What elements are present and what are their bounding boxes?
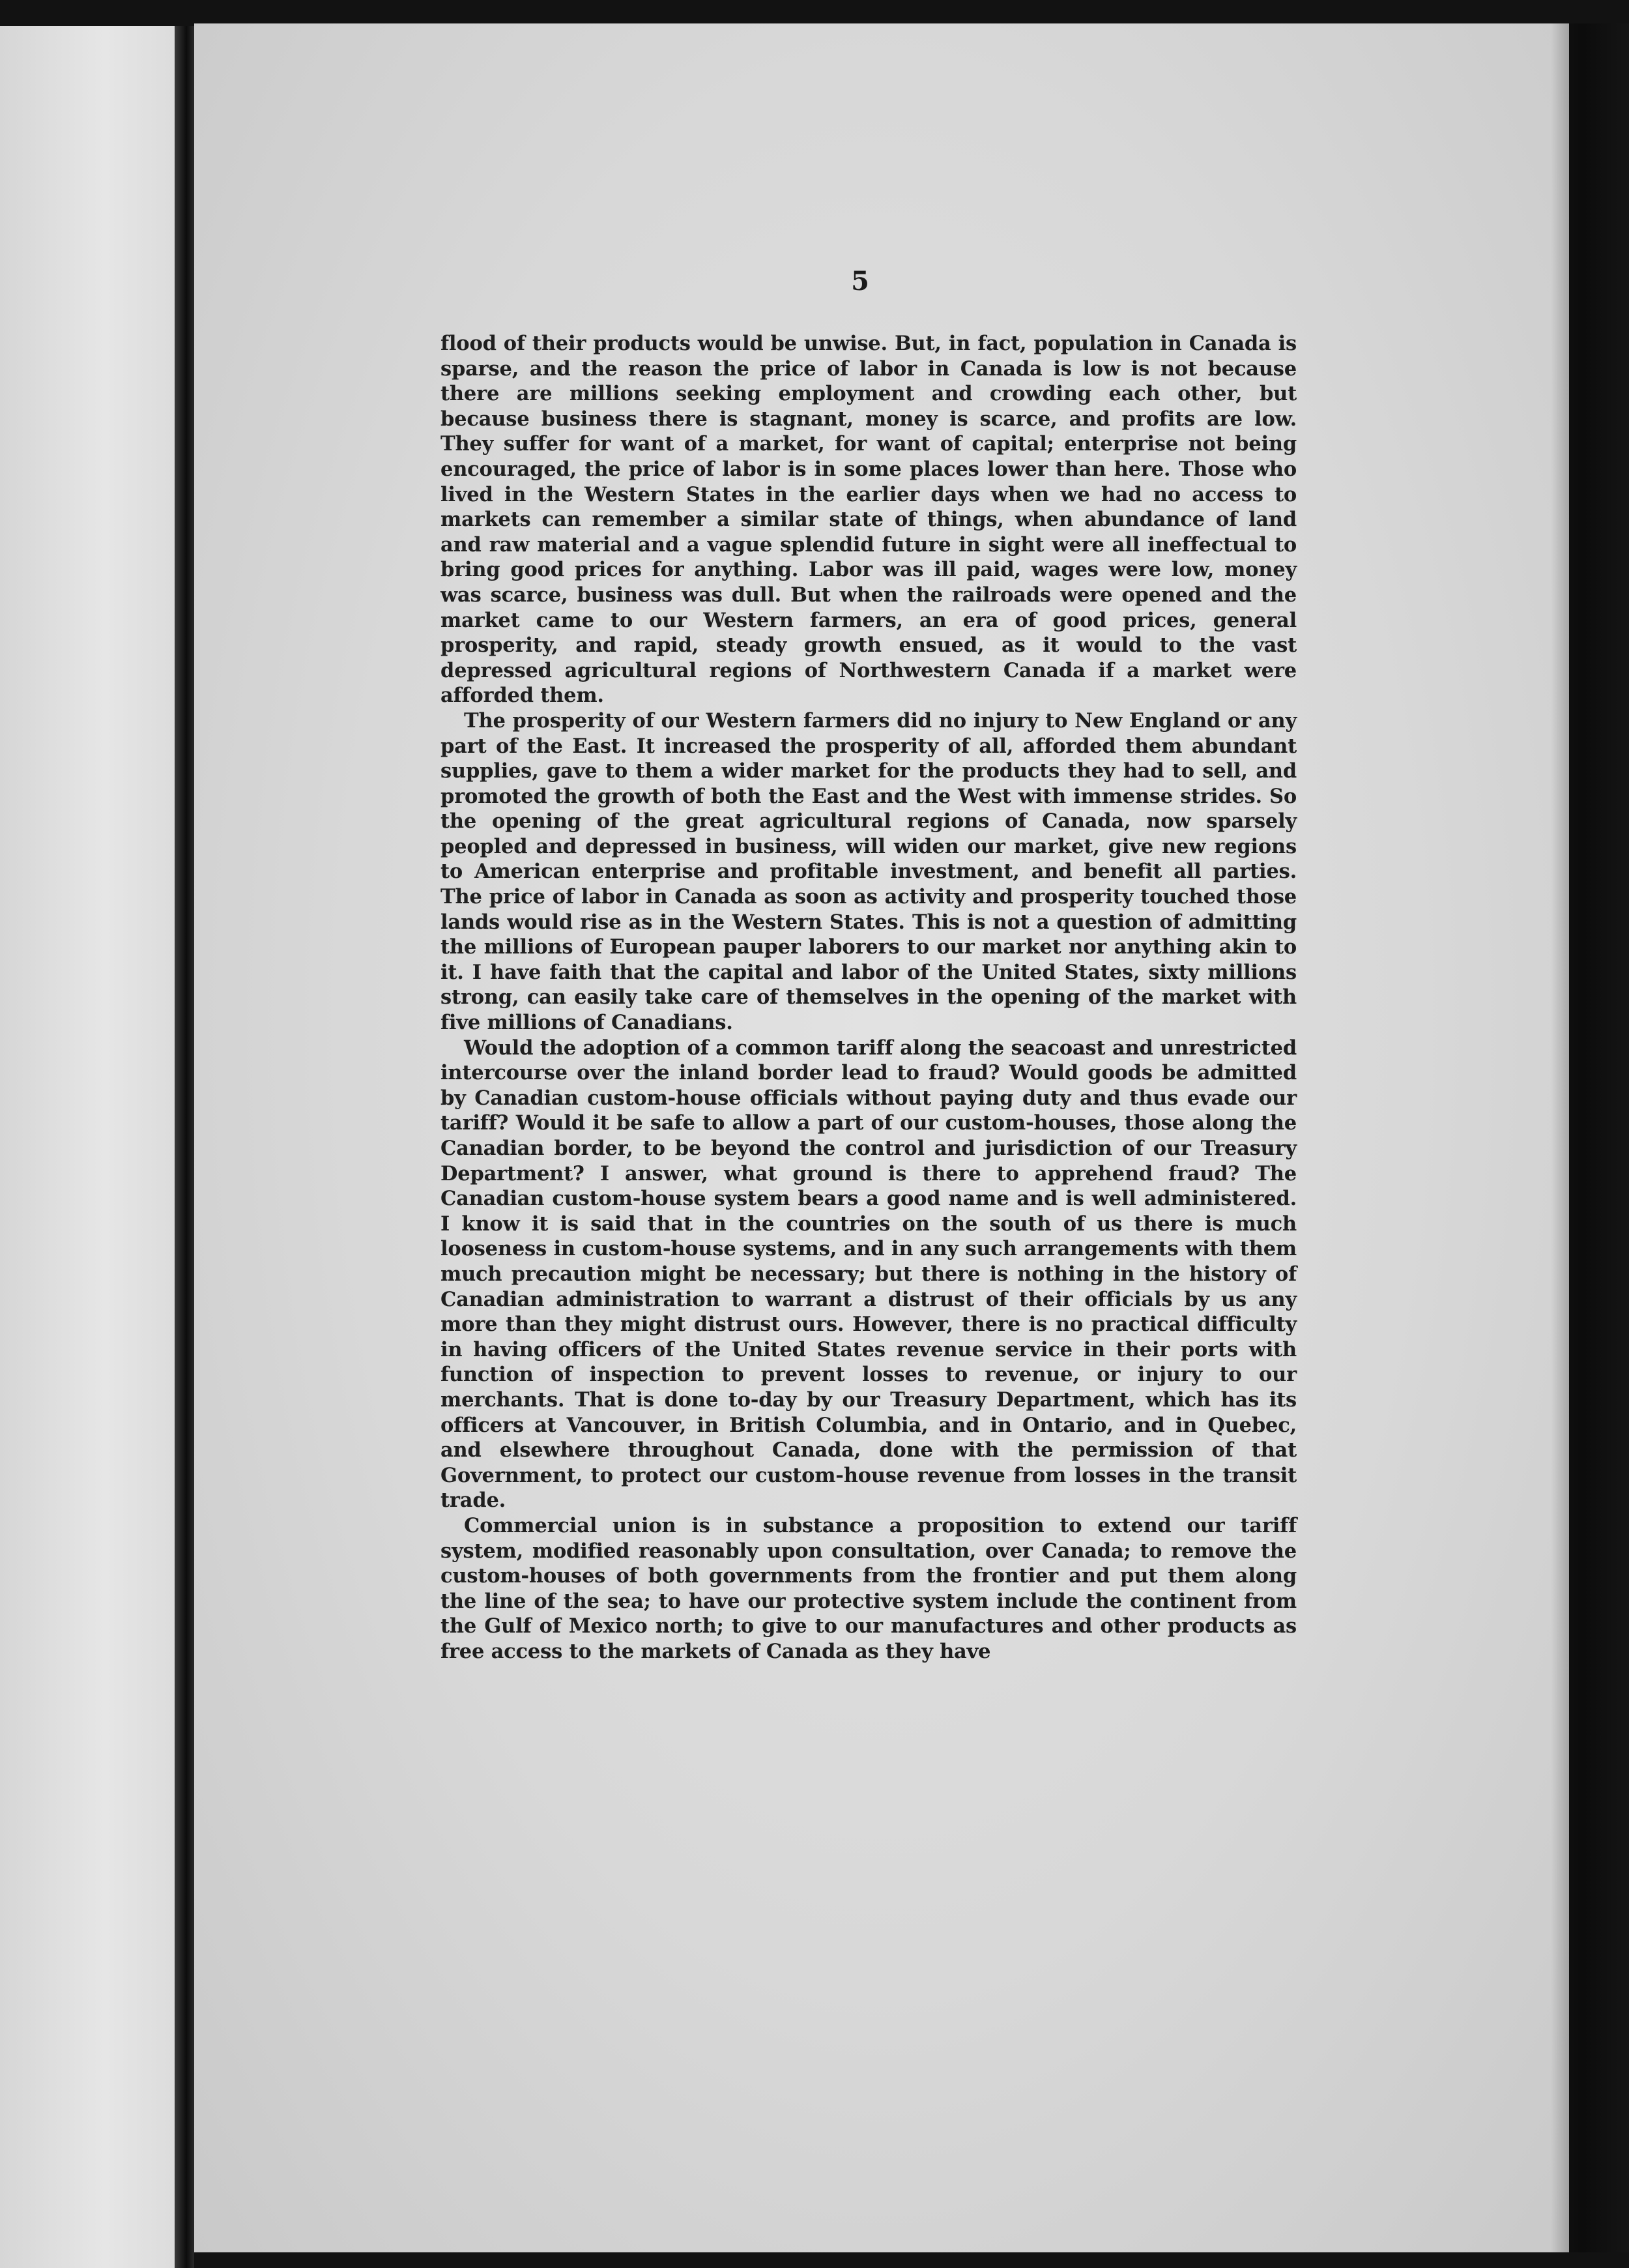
page-edge-shadow bbox=[1551, 23, 1629, 2252]
facing-page-edge bbox=[0, 26, 175, 2268]
binding-gutter bbox=[175, 26, 194, 2268]
paragraph-2: The prosperity of our Western farmers did no injury to New England or any part of the East. It increased the prosperity of all, afforded them abundant supplies, gave to them a wider market for the products they had to sell, and promoted the growth of both the East and the West with immense strides. So the opening of the great agricultural regions of Canada, now sparsely peopled and depressed in business, will widen our market, give new regions to American enterprise and profitable investment, and benefit all parties. The price of labor in Canada as soon as activity and prosperity touched those lands would rise as in the Western States. This is not a question of admitting the millions of European pauper laborers to our market nor anything akin to it. I have faith that the capital and labor of the United States, sixty millions strong, can easily take care of themselves in the opening of the market with five millions of Canadians. bbox=[440, 708, 1297, 1035]
page-number: 5 bbox=[851, 266, 869, 297]
paragraph-3: Would the adoption of a common tariff along the seacoast and unrestricted intercourse over the inland border lead to fraud? Would goods be admitted by Canadian custom-house officials without paying duty and thus evade our tariff? Would it be safe to allow a part of our custom-houses, those along the Canadian border, to be beyond the control and jurisdiction of our Treasury Department? I answer, what ground is there to apprehend fraud? The Canadian custom-house system bears a good name and is well administered. I know it is said that in the countries on the south of us there is much looseness in custom-house systems, and in any such arrangements with them much precaution might be necessary; but there is nothing in the history of Canadian administration to warrant a distrust of their officials by us any more than they might distrust ours. However, there is no practical difficulty in having officers of the United States revenue service in their ports with function of inspection to prevent losses to revenue, or injury to our merchants. That is done to-day by our Treasury Department, which has its officers at Vancouver, in British Columbia, and in Ontario, and in Quebec, and elsewhere throughout Canada, done with the permission of that Government, to protect our custom-house revenue from losses in the transit trade. bbox=[440, 1036, 1297, 1513]
paragraph-4: Commercial union is in substance a proposition to extend our tariff system, modified reasonably upon consultation, over Canada; to remove the custom-houses of both governments from the frontier and put them along the line of the sea; to have our protective system include the continent from the Gulf of Mexico north; to give to our manufactures and other products as free access to the markets of Canada as they have bbox=[440, 1513, 1297, 1663]
paragraph-1: flood of their products would be unwise. But, in fact, population in Canada is sparse, and the reason the price of labor in Canada is low is not because there are millions seeking employment and crowding each other, but because business there is stagnant, money is scarce, and profits are low. They suffer for want of a market, for want of capital; enterprise not being encouraged, the price of labor is in some places lower than here. Those who lived in the Western States in the earlier days when we had no access to markets can remember a similar state of things, when abundance of land and raw material and a vague splendid future in sight were all ineffectual to bring good prices for anything. Labor was ill paid, wages were low, money was scarce, business was dull. But when the railroads were opened and the market came to our Western farmers, an era of good prices, general prosperity, and rapid, steady growth ensued, as it would to the vast depressed agricultural regions of Northwestern Canada if a market were afforded them. bbox=[440, 332, 1297, 708]
body-text bbox=[440, 331, 1297, 1664]
